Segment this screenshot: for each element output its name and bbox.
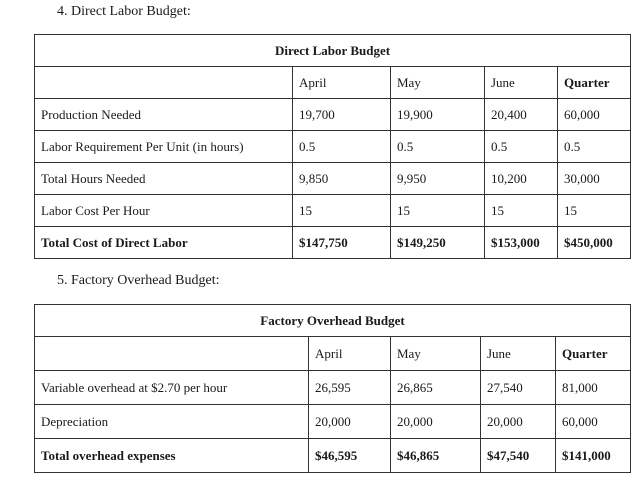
cell-value: 20,000	[481, 405, 556, 439]
table-title: Direct Labor Budget	[35, 35, 631, 67]
cell-value: 0.5	[293, 131, 391, 163]
cell-value: 10,200	[485, 163, 558, 195]
table-row	[35, 195, 631, 227]
cell-value: 9,850	[293, 163, 391, 195]
cell-value: $46,865	[391, 439, 481, 473]
column-header-april: April	[309, 337, 391, 371]
table-row	[35, 131, 631, 163]
table-row	[35, 371, 631, 405]
column-header-april: April	[293, 67, 391, 99]
cell-value: $153,000	[485, 227, 558, 259]
section-5-heading: 5. Factory Overhead Budget:	[57, 273, 220, 288]
table-row	[35, 163, 631, 195]
column-header-june: June	[485, 67, 558, 99]
cell-value: 15	[558, 195, 631, 227]
cell-value: 60,000	[556, 405, 631, 439]
column-header-quarter: Quarter	[556, 337, 631, 371]
cell-value: 20,000	[309, 405, 391, 439]
direct-labor-budget-table	[34, 34, 631, 259]
table-header-row	[35, 67, 631, 99]
table-title: Factory Overhead Budget	[35, 305, 631, 337]
cell-value: 27,540	[481, 371, 556, 405]
cell-value: 26,865	[391, 371, 481, 405]
cell-value: 20,400	[485, 99, 558, 131]
row-label: Variable overhead at $2.70 per hour	[35, 371, 309, 405]
column-header-quarter: Quarter	[558, 67, 631, 99]
total-row	[35, 227, 631, 259]
table-row	[35, 99, 631, 131]
cell-value: 81,000	[556, 371, 631, 405]
cell-value: $149,250	[391, 227, 485, 259]
table-row	[35, 405, 631, 439]
factory-overhead-budget-table	[34, 304, 631, 473]
column-header-may: May	[391, 67, 485, 99]
cell-value: 0.5	[391, 131, 485, 163]
column-header-june: June	[481, 337, 556, 371]
cell-value: 15	[485, 195, 558, 227]
column-header-may: May	[391, 337, 481, 371]
row-label: Total Hours Needed	[35, 163, 293, 195]
cell-value: $47,540	[481, 439, 556, 473]
cell-value: 15	[293, 195, 391, 227]
cell-value: 19,900	[391, 99, 485, 131]
row-label: Total overhead expenses	[35, 439, 309, 473]
cell-value: $147,750	[293, 227, 391, 259]
cell-value: 30,000	[558, 163, 631, 195]
row-label: Production Needed	[35, 99, 293, 131]
cell-value: 0.5	[558, 131, 631, 163]
cell-value: $450,000	[558, 227, 631, 259]
section-4-heading: 4. Direct Labor Budget:	[57, 4, 191, 19]
header-empty-cell	[35, 67, 293, 99]
row-label: Depreciation	[35, 405, 309, 439]
row-label: Total Cost of Direct Labor	[35, 227, 293, 259]
table-header-row	[35, 337, 631, 371]
cell-value: 19,700	[293, 99, 391, 131]
row-label: Labor Requirement Per Unit (in hours)	[35, 131, 293, 163]
row-label: Labor Cost Per Hour	[35, 195, 293, 227]
cell-value: 20,000	[391, 405, 481, 439]
total-row	[35, 439, 631, 473]
cell-value: 0.5	[485, 131, 558, 163]
header-empty-cell	[35, 337, 309, 371]
cell-value: $46,595	[309, 439, 391, 473]
cell-value: 60,000	[558, 99, 631, 131]
cell-value: 15	[391, 195, 485, 227]
cell-value: 26,595	[309, 371, 391, 405]
cell-value: 9,950	[391, 163, 485, 195]
cell-value: $141,000	[556, 439, 631, 473]
